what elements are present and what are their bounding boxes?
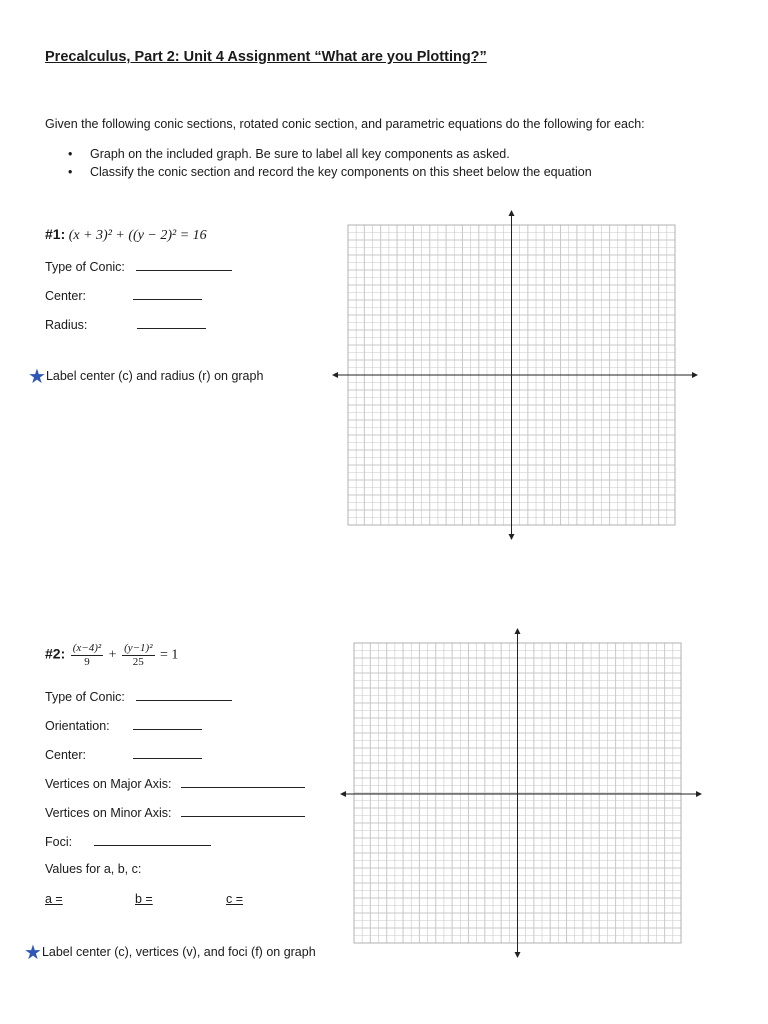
p2-a-label: a =	[45, 892, 63, 906]
p2-type-field[interactable]	[45, 688, 232, 704]
p2-foci-label: Foci:	[45, 835, 73, 849]
problem-1-expression: (x + 3)² + ((y − 2)² = 16	[68, 228, 207, 243]
p2-minor-vertices-label: Vertices on Minor Axis:	[45, 806, 172, 820]
fraction-2	[122, 642, 154, 669]
bullet-2	[68, 165, 592, 179]
p1-radius-blank[interactable]	[137, 316, 206, 329]
p2-minor-vertices-blank[interactable]	[181, 804, 305, 817]
p2-orientation-field[interactable]	[45, 717, 202, 733]
p2-center-field[interactable]	[45, 746, 202, 762]
arrow-down-icon	[515, 952, 521, 958]
plus-sign: +	[108, 647, 117, 663]
p1-center-label: Center:	[45, 289, 86, 303]
star-icon: ★	[24, 942, 42, 964]
p2-b-field[interactable]	[135, 892, 193, 906]
p1-radius-label: Radius:	[45, 318, 88, 332]
p2-abc-heading: Values for a, b, c:	[45, 862, 142, 876]
p1-type-label: Type of Conic:	[45, 260, 125, 274]
bullet-1-text: Graph on the included graph. Be sure to label all key components as asked.	[90, 147, 510, 161]
fraction-1	[71, 642, 103, 669]
bullet-2-text: Classify the conic section and record the key components on this sheet below the equation	[90, 165, 592, 179]
arrow-up-icon	[509, 210, 515, 216]
bullet-1	[68, 147, 510, 161]
p2-major-vertices-field[interactable]	[45, 775, 305, 791]
p2-c-blank[interactable]	[243, 892, 289, 906]
p1-type-field[interactable]	[45, 258, 232, 274]
p2-foci-blank[interactable]	[94, 833, 211, 846]
p2-major-vertices-blank[interactable]	[181, 775, 305, 788]
p1-radius-field[interactable]	[45, 316, 206, 332]
p2-minor-vertices-field[interactable]	[45, 804, 305, 820]
graph-1[interactable]	[330, 208, 700, 542]
problem-2-number: #2:	[45, 645, 66, 662]
p2-note	[24, 943, 316, 963]
p1-note-text: Label center (c) and radius (r) on graph	[45, 369, 264, 383]
problem-1-number: #1:	[45, 226, 66, 242]
p1-type-blank[interactable]	[136, 258, 232, 271]
bullet-dot-icon: •	[68, 147, 73, 161]
arrow-left-icon	[340, 791, 346, 797]
page-title: Precalculus, Part 2: Unit 4 Assignment “What are you Plotting?”	[45, 49, 487, 65]
p2-orientation-label: Orientation:	[45, 719, 110, 733]
problem-2-equation	[45, 642, 178, 669]
p2-c-label: c =	[226, 892, 244, 906]
p2-foci-field[interactable]	[45, 833, 211, 849]
p2-type-blank[interactable]	[136, 688, 232, 701]
p2-major-vertices-label: Vertices on Major Axis:	[45, 777, 172, 791]
fraction-2-denominator: 25	[132, 656, 144, 668]
bullet-dot-icon: •	[68, 165, 73, 179]
p2-b-blank[interactable]	[153, 892, 193, 906]
p2-b-label: b =	[135, 892, 153, 906]
p2-orientation-blank[interactable]	[133, 717, 202, 730]
arrow-right-icon	[692, 372, 698, 378]
graph-2[interactable]	[338, 626, 704, 960]
p1-center-field[interactable]	[45, 287, 202, 303]
p2-type-label: Type of Conic:	[45, 690, 125, 704]
arrow-up-icon	[515, 628, 521, 634]
arrow-down-icon	[509, 534, 515, 540]
problem-1-equation	[45, 226, 207, 244]
p2-center-label: Center:	[45, 748, 86, 762]
p1-center-blank[interactable]	[133, 287, 202, 300]
equation-rhs: = 1	[160, 647, 179, 663]
arrow-left-icon	[332, 372, 338, 378]
instructions: Given the following conic sections, rotated conic section, and parametric equations do the following for each:	[45, 117, 645, 131]
p2-a-field[interactable]	[45, 892, 103, 906]
p2-note-text: Label center (c), vertices (v), and foci (f) on graph	[41, 945, 316, 959]
p2-c-field[interactable]	[226, 892, 289, 906]
fraction-1-numerator: (x−4)²	[72, 642, 102, 654]
fraction-1-denominator: 9	[84, 656, 90, 668]
star-icon: ★	[28, 366, 46, 388]
p2-center-blank[interactable]	[133, 746, 202, 759]
fraction-2-numerator: (y−1)²	[124, 642, 153, 654]
p2-a-blank[interactable]	[63, 892, 103, 906]
arrow-right-icon	[696, 791, 702, 797]
p1-note	[28, 367, 263, 387]
